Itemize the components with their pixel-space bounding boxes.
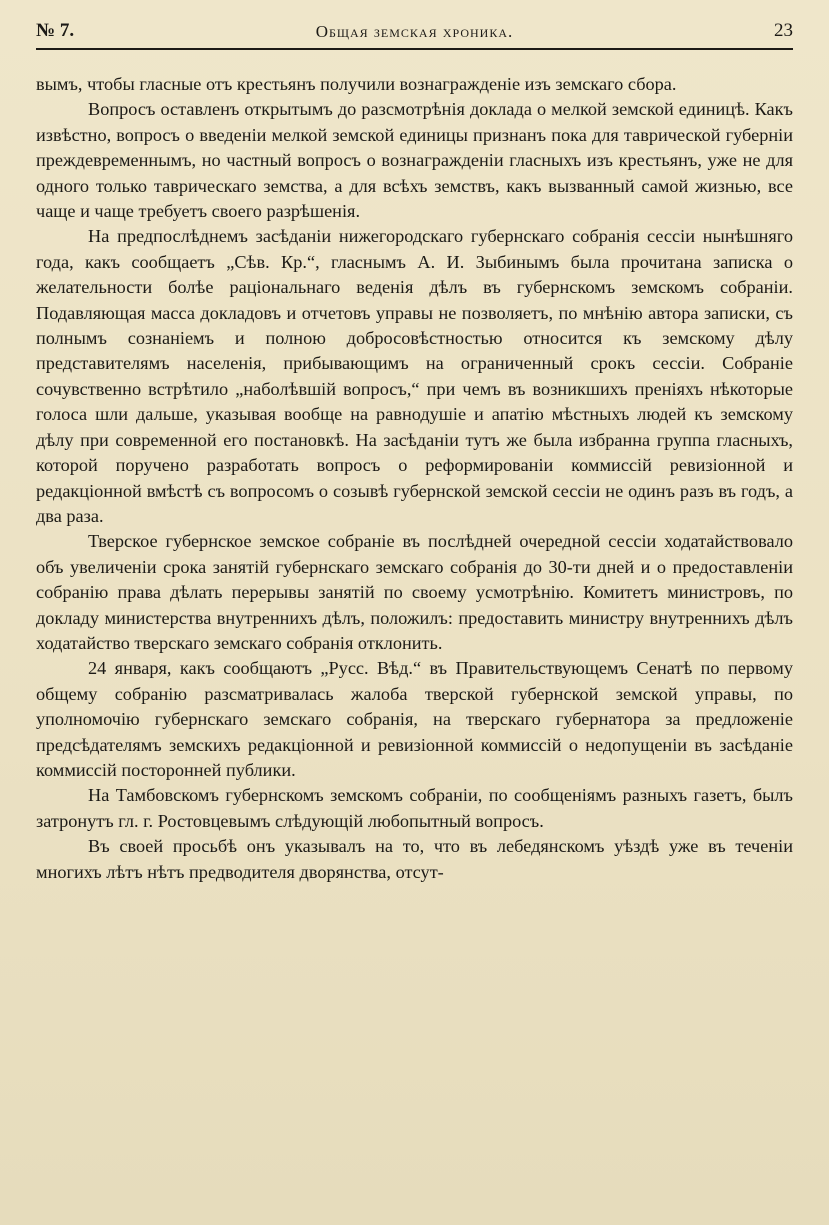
paragraph: Тверское губернское земское собраніе въ послѣдней очередной сессіи ходатайствовало объ увеличеніи срока занятій губернскаго земскаго собранія до 30-ти дней и о предоставленіи собранію права дѣлать перерывы занятій по своему усмотрѣнію. Комитетъ министровъ, по докладу министерства внутреннихъ дѣлъ, положилъ: предоставить министру внутреннихъ дѣлъ ходатайство тверскаго земскаго собранія отклонить.	[36, 531, 793, 653]
running-header	[36, 18, 793, 50]
paragraph: Вопросъ оставленъ открытымъ до разсмотрѣнія доклада о мелкой земской единицѣ. Какъ извѣстно, вопросъ о введеніи мелкой земской единицы признанъ пока для таврической губерніи преждевременнымъ, но частный вопросъ о вознагражденіи гласныхъ изъ крестьянъ, уже не для одного только таврическаго земства, а для всѣхъ земствъ, какъ вызванный самой жизнью, все чаще и чаще требуетъ своего разрѣшенія.	[36, 99, 793, 222]
paragraph: 24 января, какъ сообщаютъ „Русс. Вѣд.“ въ Правительствующемъ Сенатѣ по первому общему собранію разсматривалась жалоба тверской губернской земской управы, по уполномочію губернскаго земскаго собранія, на тверскаго губернатора за предложеніе предсѣдателямъ земскихъ редакціонной и ревизіонной коммиссій о недопущеніи въ засѣданіе коммиссій посторонней публики.	[36, 658, 793, 780]
section-title: Общая земская хроника.	[315, 22, 514, 41]
page-number: 23	[774, 20, 793, 41]
issue-number: № 7.	[36, 20, 75, 41]
paragraph: Въ своей просьбѣ онъ указывалъ на то, что въ лебедянскомъ уѣздѣ уже въ теченіи многихъ лѣтъ нѣтъ предводителя дворянства, отсут-	[36, 836, 793, 882]
paragraph: На предпослѣднемъ засѣданіи нижегородскаго губернскаго собранія сессіи нынѣшняго года, какъ сообщаетъ „Сѣв. Кр.“, гласнымъ А. И. Зыбинымъ была прочитана записка о желательности болѣе раціональнаго веденія дѣлъ въ губернскомъ земскомъ собраніи. Подавляющая масса докладовъ и отчетовъ управы не позволяетъ, по мнѣнію автора записки, съ полнымъ сознаніемъ и полною добросовѣстностью относится къ земскому дѣлу представителямъ населенія, прибывающимъ на ограниченный срокъ сессіи. Собраніе сочувственно встрѣтило „наболѣвшій вопросъ,“ при чемъ въ возникшихъ преніяхъ нѣкоторые голоса шли дальше, указывая вообще на равнодушіе и апатію мѣстныхъ людей къ земскому дѣлу при современной его постановкѣ. На засѣданіи тутъ же была избранна группа гласныхъ, которой поручено разработать вопросъ о реформированіи коммиссій ревизіонной и редакціонной вмѣстѣ съ вопросомъ о созывѣ губернской земской сессіи не одинъ разъ въ годъ, а два раза.	[36, 226, 793, 526]
paragraph: На Тамбовскомъ губернскомъ земскомъ собраніи, по сообщеніямъ разныхъ газетъ, былъ затронутъ гл. г. Ростовцевымъ слѣдующій любопытный вопросъ.	[36, 785, 793, 831]
body-text	[36, 72, 793, 885]
paragraph-continuation: вымъ, чтобы гласные отъ крестьянъ получили вознагражденіе изъ земскаго сбора.	[36, 74, 677, 94]
